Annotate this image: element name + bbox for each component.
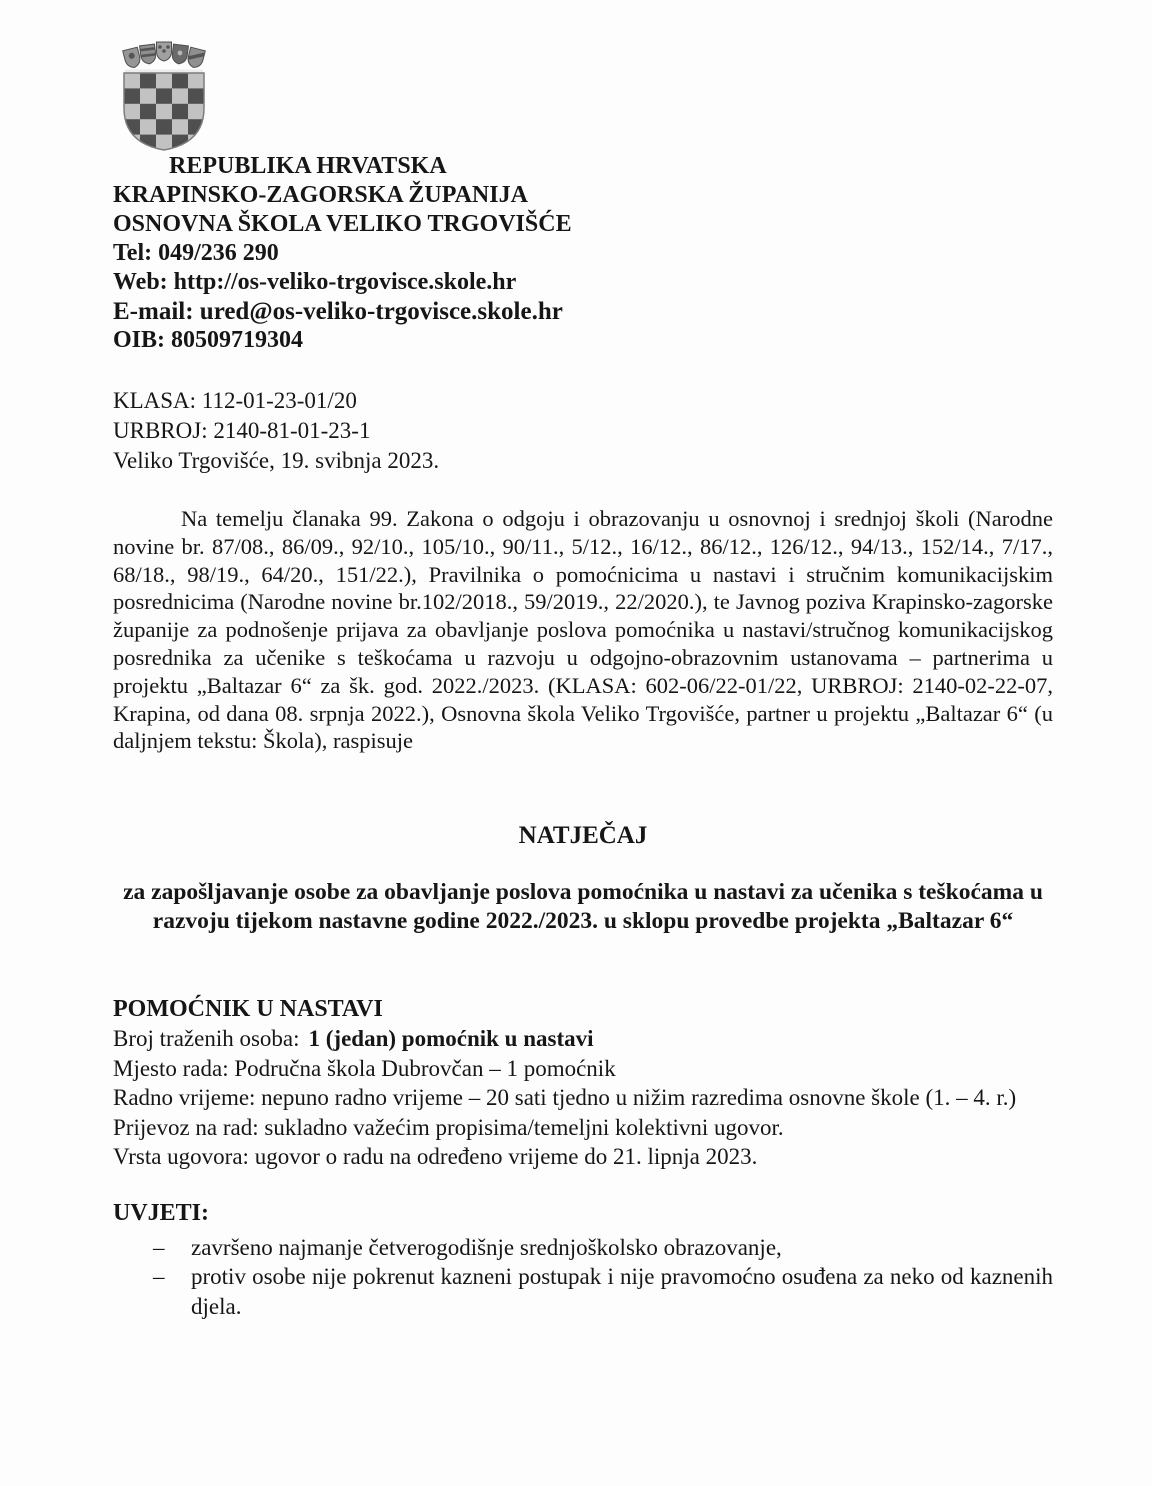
condition-item-text: završeno najmanje četverogodišnje srednjoškolsko obrazovanje, [191, 1234, 782, 1260]
condition-item [113, 1233, 1053, 1263]
klasa-number: KLASA: 112-01-23-01/20 [113, 388, 357, 413]
org-email: E-mail: ured@os-veliko-trgovisce.skole.hr [113, 298, 563, 325]
position-heading: POMOĆNIK U NASTAVI [113, 996, 383, 1023]
conditions-list [113, 1233, 1053, 1322]
org-oib: OIB: 80509719304 [113, 327, 304, 353]
position-hours: Radno vrijeme: nepuno radno vrijeme – 20 sati tjedno u nižim razredima osnovne škole (1. – 4. r.) [113, 1085, 1017, 1111]
dash-bullet: – [153, 1264, 165, 1290]
letterhead [113, 152, 1053, 355]
place-and-date: Veliko Trgovišće, 19. svibnja 2023. [113, 448, 440, 473]
org-tel: Tel: 049/236 290 [113, 240, 279, 266]
org-school-name: OSNOVNA ŠKOLA VELIKO TRGOVIŠĆE [113, 211, 572, 237]
notice-subtitle: za zapošljavanje osobe za obavljanje poslova pomoćnika u nastavi za učenika s teškoćama u razvoju tijekom nastavne godine 2022./2023. u sklopu provedbe projekta „Baltazar 6“ [123, 879, 1043, 934]
position-transport: Prijevoz na rad: sukladno važećim propisima/temeljni kolektivni ugovor. [113, 1114, 784, 1140]
reference-block [113, 386, 1053, 476]
croatian-coat-of-arms-icon [119, 40, 209, 152]
notice-title: NATJEČAJ [518, 822, 648, 850]
org-web: Web: http://os-veliko-trgovisce.skole.hr [113, 269, 517, 295]
dash-bullet: – [153, 1234, 165, 1260]
position-count [113, 1024, 1053, 1054]
org-county-line: KRAPINSKO-ZAGORSKA ŽUPANIJA [113, 182, 528, 208]
position-section [113, 995, 1053, 1172]
position-workplace: Mjesto rada: Područna škola Dubrovčan – 1 pomoćnik [113, 1055, 616, 1081]
conditions-heading: UVJETI: [113, 1199, 210, 1226]
org-republic-line: REPUBLIKA HRVATSKA [169, 153, 447, 179]
position-count-label: Broj traženih osoba: [113, 1026, 300, 1052]
position-contract-type: Vrsta ugovora: ugovor o radu na određeno vrijeme do 21. lipnja 2023. [113, 1144, 758, 1170]
urbroj-number: URBROJ: 2140-81-01-23-1 [113, 418, 371, 443]
condition-item-text: protiv osobe nije pokrenut kazneni postupak i nije pravomoćno osuđena za neko od kaznenih djela. [191, 1264, 1053, 1319]
position-count-value: 1 (jedan) pomoćnik u nastavi [308, 1026, 594, 1052]
intro-paragraph: Na temelju članaka 99. Zakona o odgoju i obrazovanju u osnovnoj i srednjoj školi (Narodne novine br. 87/08., 86/09., 92/10., 105/10., 90/11., 5/12., 16/12., 86/12., 126/12., 94/13., 152/14., 7/17., 68/18., 98/19., 64/20., 151/22.), Pravilnika o pomoćnicima u nastavi i stručnim komunikacijskim posrednicima (Narodne novine br.102/2018., 59/2019., 22/2020.), te Javnog poziva Krapinsko-zagorske županije za podnošenje prijava za obavljanje poslova pomoćnika u nastavi/stručnog komunikacijskog posrednika za učenike s teškoćama u razvoju u odgojno-obrazovnim ustanovama – partnerima u projektu „Baltazar 6“ za šk. god. 2022./2023. (KLASA: 602-06/22-01/22, URBROJ: 2140-02-22-07, Krapina, od dana 08. srpnja 2022.), Osnovna škola Veliko Trgovišće, partner u projektu „Baltazar 6“ (u daljnjem tekstu: Škola), raspisuje [113, 506, 1053, 754]
condition-item [113, 1262, 1053, 1321]
